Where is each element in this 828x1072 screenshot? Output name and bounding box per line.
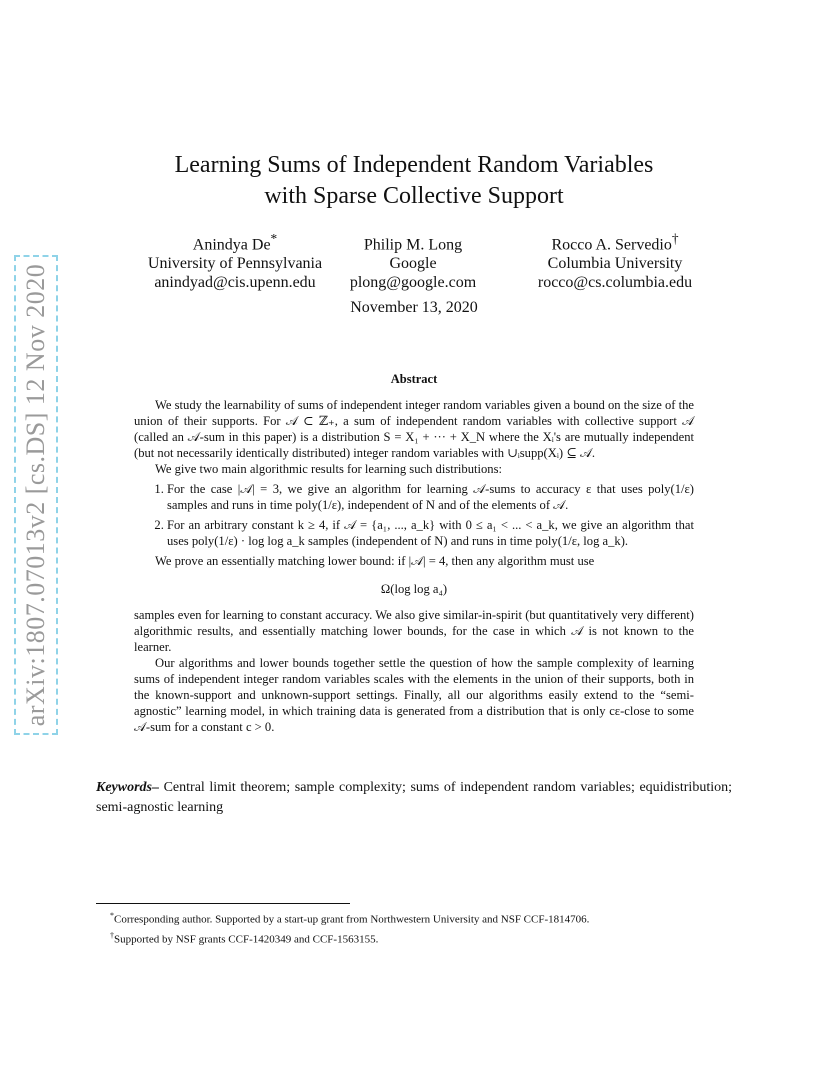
arxiv-identifier-text: arXiv:1807.07013v2 [cs.DS] 12 Nov 2020	[21, 263, 50, 727]
author-email-2: plong@google.com	[349, 274, 477, 292]
abstract-paragraph-3: We prove an essentially matching lower bound: if |𝒜| = 4, then any algorithm must use	[155, 554, 595, 568]
results-list	[134, 481, 694, 549]
footnote-1	[110, 908, 589, 928]
paper-title	[0, 150, 828, 212]
keywords	[96, 778, 732, 818]
author-email-1: anindyad@cis.upenn.edu	[154, 274, 316, 292]
keywords-label: Keywords–	[96, 780, 159, 795]
author-affiliation-1: University of Pennsylvania	[147, 255, 323, 273]
abstract-paragraph-4: samples even for learning to constant accuracy. We also give similar-in-spirit (but quantitatively very different) algorithmic results, and essentially matching lower bounds, for the case in which 𝒜 is not known to the learner.	[134, 608, 694, 654]
list-item: 1. For the case |𝒜| = 3, we give an algorithm for learning 𝒜-sums to accuracy ε that uses poly(1/ε) samples and runs in time poly(1/ε), independent of N and of the elements of 𝒜.	[167, 481, 694, 513]
abstract-paragraph-1: We study the learnability of sums of independent integer random variables given a bound on the size of the union of their supports. For 𝒜 ⊂ ℤ₊, a sum of independent random variables with collective support 𝒜 (called an 𝒜-sum in this paper) is a distribution S = X₁ + ··· + X_N where the Xᵢ's are mutually independent (but not necessarily identically distributed) integer random variables with ∪ᵢsupp(Xᵢ) ⊆ 𝒜.	[134, 398, 694, 460]
keywords-text: Central limit theorem; sample complexity; sums of independent random variables; equidistribution; semi-agnostic learning	[96, 780, 732, 815]
author-name-3: Rocco A. Servedio	[551, 236, 672, 254]
arxiv-identifier-stamp	[14, 255, 58, 735]
list-item: 2. For an arbitrary constant k ≥ 4, if 𝒜 = {a₁, ..., a_k} with 0 ≤ a₁ < ... < a_k, we give an algorithm that uses poly(1/ε) · log log a_k samples (independent of N) and runs in time poly(1/ε, log a_k).	[167, 517, 694, 549]
author-email-3: rocco@cs.columbia.edu	[537, 274, 693, 292]
title-line-1: Learning Sums of Independent Random Variables	[174, 152, 654, 178]
author-mark-1: *	[270, 231, 278, 246]
footnote-text-2: Supported by NSF grants CCF-1420349 and CCF-1563155.	[114, 933, 379, 946]
author-block-3	[520, 229, 710, 292]
footnote-divider	[96, 903, 350, 904]
author-affiliation-2: Google	[389, 255, 437, 273]
title-line-2: with Sparse Collective Support	[264, 183, 564, 209]
author-name-1: Anindya De	[192, 236, 271, 254]
footnote-mark-2: †	[110, 930, 114, 940]
author-affiliation-3: Columbia University	[547, 255, 683, 273]
abstract-heading: Abstract	[390, 372, 438, 386]
author-block-2	[318, 229, 508, 292]
author-name-2: Philip M. Long	[363, 236, 463, 254]
abstract-paragraph-2: We give two main algorithmic results for learning such distributions:	[155, 462, 502, 476]
footnotes	[110, 908, 589, 947]
footnote-text-1: Corresponding author. Supported by a start-up grant from Northwestern University and NSF CCF-1814706.	[114, 913, 590, 926]
footnote-mark-1: *	[110, 911, 114, 920]
footnote-2	[110, 928, 589, 948]
paper-date: November 13, 2020	[350, 299, 478, 316]
author-mark-3: †	[671, 231, 679, 246]
abstract-body	[134, 397, 694, 735]
lower-bound-formula: Ω(log log a₄)	[380, 582, 448, 596]
abstract-paragraph-5: Our algorithms and lower bounds together settle the question of how the sample complexity of learning sums of independent integer random variables scales with the elements in the union of their supports, both in the known-support and unknown-support settings. Finally, all our algorithms easily extend to the “semi-agnostic” learning model, in which training data is generated from a distribution that is only cε-close to some 𝒜-sum for a constant c > 0.	[134, 656, 694, 734]
